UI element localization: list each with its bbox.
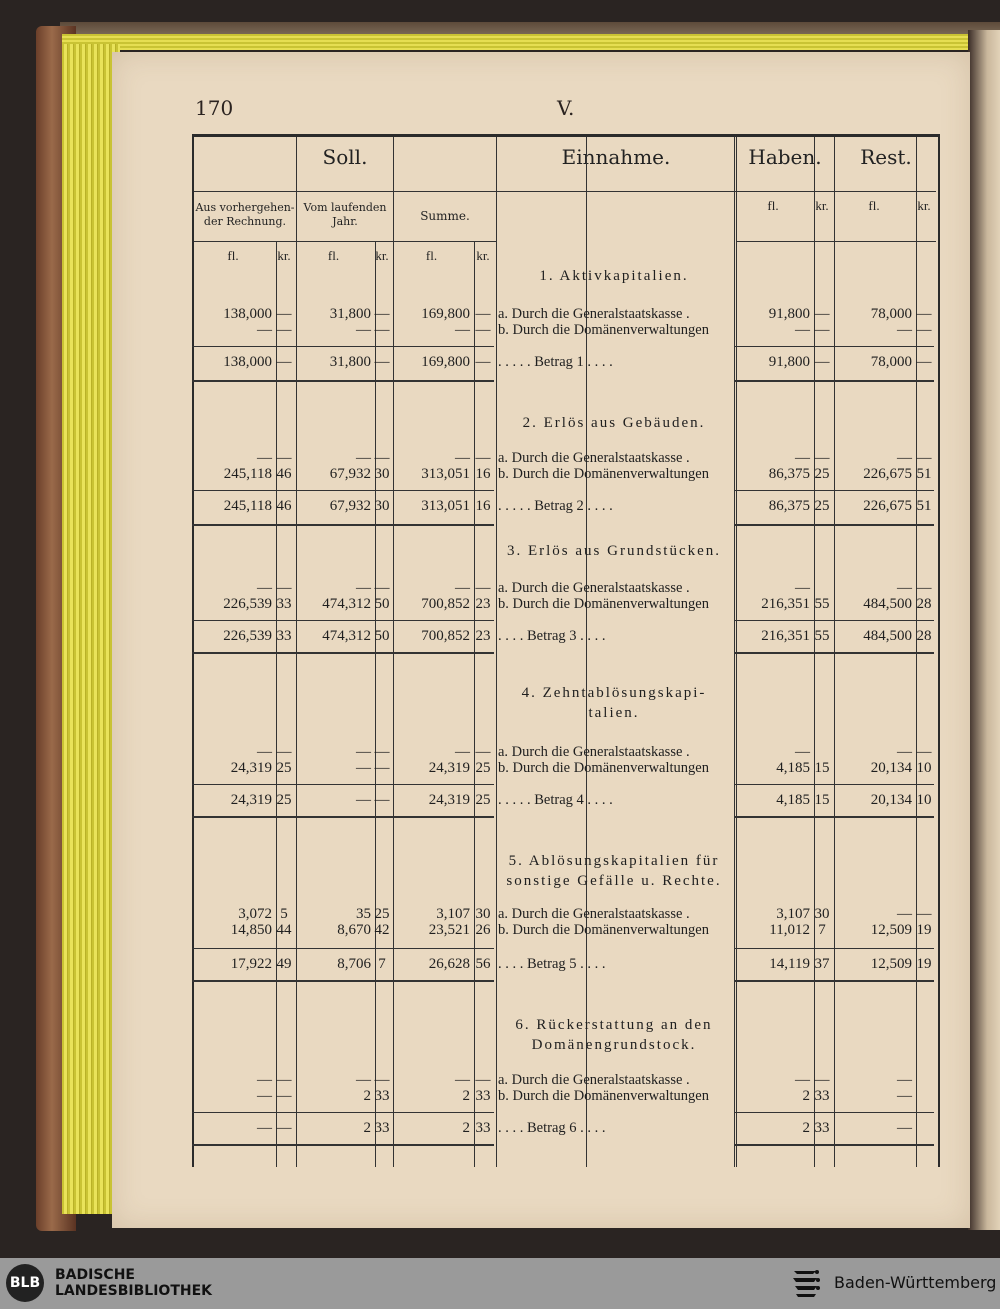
total-row-description: . . . . . Betrag 4 . . . . (498, 792, 613, 808)
table-row-rest-kr: — (916, 306, 932, 322)
total-row-haben-fl: 86,375 (768, 498, 810, 514)
table-row-curr-kr: 50 (374, 596, 390, 612)
total-row-rest-fl: 78,000 (870, 354, 912, 370)
total-rule (734, 1144, 934, 1146)
table-row-curr-fl: 474,312 (322, 596, 371, 612)
section-title: 3. Erlös aus Grundstücken. (506, 543, 722, 559)
total-rule (734, 346, 934, 347)
table-row-sum-kr: — (475, 580, 491, 596)
total-row-prev-fl: 226,539 (223, 628, 272, 644)
subheader-previous-line1: Aus vorhergehen- (195, 201, 295, 214)
table-row-curr-kr: — (374, 744, 390, 760)
total-row-haben-kr: — (814, 354, 830, 370)
table-row-rest-fl: 226,675 (863, 466, 912, 482)
header-soll: Soll. (322, 145, 368, 169)
blb-name (55, 1267, 212, 1299)
total-row-haben-kr: 37 (814, 956, 830, 972)
table-row-haben-fl: — (795, 744, 810, 760)
table-row-prev-kr: — (276, 322, 292, 338)
blb-name-line2: LANDESBIBLIOTHEK (55, 1283, 213, 1299)
table-row-description: a. Durch die Generalstaatskasse . (498, 1072, 690, 1088)
table-row-sum-fl: — (455, 1072, 470, 1088)
header-rule (736, 241, 936, 242)
total-rule (734, 948, 934, 949)
table-row-rest-fl: — (897, 322, 912, 338)
table-row-prev-fl: 245,118 (223, 466, 272, 482)
table-row-curr-kr: 30 (374, 466, 390, 482)
total-row-rest-fl: — (897, 1120, 912, 1136)
table-row-prev-fl: — (257, 322, 272, 338)
table-row-sum-kr: 23 (475, 596, 491, 612)
table-row-prev-kr: — (276, 580, 292, 596)
table-row-prev-kr: — (276, 306, 292, 322)
table-row-haben-fl: — (795, 580, 810, 596)
table-row-description: b. Durch die Domänenverwaltungen (498, 466, 709, 482)
total-row-prev-kr: 25 (276, 792, 292, 808)
unit-kr-label: kr. (815, 198, 829, 213)
total-row-haben-kr: 55 (814, 628, 830, 644)
table-row-curr-fl: 67,932 (329, 466, 371, 482)
section-title: 1. Aktivkapitalien. (539, 268, 689, 284)
total-rule (192, 490, 494, 491)
table-row-description: b. Durch die Domänenverwaltungen (498, 1088, 709, 1104)
table-row-rest-fl: — (897, 1088, 912, 1104)
table-row-sum-kr: 25 (475, 760, 491, 776)
total-row-curr-kr: 7 (378, 956, 386, 972)
table-row-haben-kr: 33 (814, 1088, 830, 1104)
subheader-sum: Summe. (420, 209, 470, 223)
total-row-prev-fl: — (257, 1120, 272, 1136)
total-row-sum-kr: 33 (475, 1120, 491, 1136)
page-number: 170 (195, 96, 234, 120)
table-row-prev-kr: — (276, 744, 292, 760)
total-rule (192, 380, 494, 382)
table-row-prev-fl: 3,072 (238, 906, 272, 922)
table-row-curr-fl: — (356, 450, 371, 466)
table-row-prev-fl: 24,319 (230, 760, 272, 776)
total-rule (734, 652, 934, 654)
table-row-rest-fl: — (897, 1072, 912, 1088)
table-row-curr-kr: — (374, 580, 390, 596)
table-row-prev-kr: 44 (276, 922, 292, 938)
table-row-prev-fl: 226,539 (223, 596, 272, 612)
table-row-sum-kr: — (475, 306, 491, 322)
total-rule (192, 816, 494, 818)
total-rule (192, 1144, 494, 1146)
subheader-previous-line2: der Rechnung. (203, 215, 287, 228)
unit-kr-label: kr. (277, 248, 291, 263)
section-title: talien. (588, 705, 640, 721)
table-row-haben-fl: — (795, 1072, 810, 1088)
table-row-rest-fl: 78,000 (870, 306, 912, 322)
total-row-sum-fl: 700,852 (421, 628, 470, 644)
total-row-haben-fl: 91,800 (768, 354, 810, 370)
total-row-curr-kr: — (374, 354, 390, 370)
total-row-sum-kr: 25 (475, 792, 491, 808)
total-row-haben-kr: 15 (814, 792, 830, 808)
total-row-prev-kr: — (276, 1120, 292, 1136)
table-row-sum-fl: 24,319 (428, 760, 470, 776)
total-rule (192, 980, 494, 982)
table-row-haben-kr: — (814, 322, 830, 338)
table-row-description: b. Durch die Domänenverwaltungen (498, 322, 709, 338)
table-row-prev-kr: 5 (280, 906, 288, 922)
table-row-description: a. Durch die Generalstaatskasse . (498, 580, 690, 596)
table-row-haben-fl: 2 (802, 1088, 810, 1104)
table-row-sum-kr: — (475, 450, 491, 466)
table-row-sum-fl: 313,051 (421, 466, 470, 482)
table-row-curr-kr: 42 (374, 922, 390, 938)
total-row-curr-kr: — (374, 792, 390, 808)
table-row-rest-fl: — (897, 450, 912, 466)
table-row-rest-kr: 51 (916, 466, 932, 482)
table-row-sum-fl: 3,107 (436, 906, 470, 922)
unit-fl-label: fl. (227, 248, 239, 263)
total-rule (192, 1112, 494, 1113)
total-row-prev-fl: 24,319 (230, 792, 272, 808)
table-row-sum-fl: 2 (462, 1088, 470, 1104)
total-row-curr-kr: 33 (374, 1120, 390, 1136)
total-row-sum-fl: 169,800 (421, 354, 470, 370)
total-row-curr-fl: 31,800 (329, 354, 371, 370)
header-rule (194, 241, 496, 242)
section-title: 6. Rückerstattung an den (515, 1017, 713, 1033)
table-row-description: a. Durch die Generalstaatskasse . (498, 450, 690, 466)
table-row-prev-kr: — (276, 1072, 292, 1088)
total-row-rest-fl: 20,134 (870, 792, 912, 808)
table-row-curr-fl: 2 (363, 1088, 371, 1104)
table-row-rest-fl: 20,134 (870, 760, 912, 776)
total-rule (734, 380, 934, 382)
table-row-rest-kr: — (916, 906, 932, 922)
total-row-rest-fl: 484,500 (863, 628, 912, 644)
table-row-curr-fl: — (356, 322, 371, 338)
unit-fl-label: fl. (425, 248, 438, 263)
column-rule (586, 137, 587, 1167)
table-row-prev-kr: 46 (276, 466, 292, 482)
table-row-curr-kr: 33 (374, 1088, 390, 1104)
table-row-sum-fl: — (455, 744, 470, 760)
total-row-prev-kr: — (276, 354, 292, 370)
table-row-haben-kr: — (814, 1072, 830, 1088)
total-row-curr-fl: 8,706 (337, 956, 371, 972)
double-rule (496, 137, 497, 1167)
total-row-sum-kr: 56 (475, 956, 491, 972)
table-row-haben-kr: 15 (814, 760, 830, 776)
section-title: sonstige Gefälle u. Rechte. (506, 873, 722, 889)
table-row-sum-kr: 26 (475, 922, 491, 938)
total-rule (192, 784, 494, 785)
table-row-haben-kr: 30 (814, 906, 830, 922)
blb-name-line1: BADISCHE (55, 1267, 135, 1283)
table-row-rest-fl: 12,509 (870, 922, 912, 938)
table-row-rest-fl: — (897, 744, 912, 760)
section-title: 4. Zehntablösungskapi- (521, 685, 707, 701)
section-title: 2. Erlös aus Gebäuden. (522, 415, 706, 431)
chapter-heading: V. (557, 96, 575, 120)
total-row-curr-fl: — (356, 792, 371, 808)
table-row-rest-fl: — (897, 580, 912, 596)
table-row-curr-fl: — (356, 580, 371, 596)
table-row-sum-fl: 700,852 (421, 596, 470, 612)
total-rule (734, 1112, 934, 1113)
total-row-sum-fl: 2 (462, 1120, 470, 1136)
table-row-haben-kr: — (814, 306, 830, 322)
page-edges-top (62, 34, 1000, 50)
table-row-prev-fl: — (257, 450, 272, 466)
total-row-haben-kr: 25 (814, 498, 830, 514)
total-row-description: . . . . Betrag 3 . . . . (498, 628, 606, 644)
total-row-rest-kr: — (916, 354, 932, 370)
table-row-sum-kr: — (475, 744, 491, 760)
table-row-prev-kr: 33 (276, 596, 292, 612)
total-row-prev-fl: 245,118 (223, 498, 272, 514)
table-row-curr-fl: 31,800 (329, 306, 371, 322)
total-row-prev-fl: 138,000 (223, 354, 272, 370)
total-rule (192, 652, 494, 654)
total-row-description: . . . . . Betrag 2 . . . . (498, 498, 613, 514)
total-rule (734, 784, 934, 785)
bw-label: Baden-Württemberg (834, 1273, 997, 1292)
total-row-curr-fl: 2 (363, 1120, 371, 1136)
table-row-description: b. Durch die Domänenverwaltungen (498, 922, 709, 938)
table-row-sum-fl: — (455, 322, 470, 338)
total-row-sum-kr: 16 (475, 498, 491, 514)
subheader-current (297, 201, 393, 229)
table-row-sum-kr: — (475, 1072, 491, 1088)
section-title: Domänengrundstock. (531, 1037, 697, 1053)
total-rule (192, 346, 494, 347)
total-row-prev-fl: 17,922 (230, 956, 272, 972)
total-row-rest-fl: 226,675 (863, 498, 912, 514)
total-row-haben-fl: 216,351 (761, 628, 810, 644)
total-row-rest-fl: 12,509 (870, 956, 912, 972)
table-row-haben-fl: 3,107 (776, 906, 810, 922)
table-row-prev-fl: 14,850 (230, 922, 272, 938)
table-row-curr-fl: — (356, 744, 371, 760)
total-row-curr-fl: 67,932 (329, 498, 371, 514)
subheader-current-line2: Jahr. (332, 215, 358, 228)
unit-fl-label: fl. (767, 198, 779, 213)
table-row-prev-kr: — (276, 1088, 292, 1104)
account-table (192, 134, 940, 1167)
total-row-sum-kr: — (475, 354, 491, 370)
table-row-curr-kr: — (374, 1072, 390, 1088)
blb-logo[interactable]: BLB (6, 1264, 44, 1302)
total-row-haben-kr: 33 (814, 1120, 830, 1136)
total-rule (734, 816, 934, 818)
table-row-curr-kr: — (374, 322, 390, 338)
lions-coat-of-arms-icon (790, 1266, 824, 1300)
header-haben: Haben. (748, 145, 822, 169)
total-row-haben-fl: 4,185 (776, 792, 810, 808)
total-row-curr-fl: 474,312 (322, 628, 371, 644)
total-row-description: . . . . Betrag 5 . . . . (498, 956, 606, 972)
header-einnahme: Einnahme. (561, 145, 671, 169)
total-row-prev-kr: 49 (276, 956, 292, 972)
unit-fl-label: fl. (868, 198, 880, 213)
unit-kr-label: kr. (375, 248, 389, 263)
table-row-haben-kr: — (814, 450, 830, 466)
table-row-prev-fl: — (257, 1088, 272, 1104)
unit-kr-label: kr. (917, 198, 931, 213)
total-rule (734, 524, 934, 526)
table-row-curr-kr: — (374, 760, 390, 776)
table-row-rest-kr: — (916, 580, 932, 596)
total-row-haben-fl: 2 (802, 1120, 810, 1136)
table-row-prev-fl: 138,000 (223, 306, 272, 322)
table-row-description: a. Durch die Generalstaatskasse . (498, 906, 690, 922)
table-row-haben-fl: 4,185 (776, 760, 810, 776)
subheader-previous (194, 201, 296, 229)
table-row-description: b. Durch die Domänenverwaltungen (498, 760, 709, 776)
table-row-curr-kr: — (374, 306, 390, 322)
total-row-description: . . . . . Betrag 1 . . . . (498, 354, 613, 370)
total-row-curr-kr: 50 (374, 628, 390, 644)
table-row-curr-fl: — (356, 1072, 371, 1088)
total-rule (192, 620, 494, 621)
subheader-current-line1: Vom laufenden (303, 201, 387, 214)
table-row-sum-kr: — (475, 322, 491, 338)
total-row-sum-fl: 313,051 (421, 498, 470, 514)
table-row-sum-kr: 16 (475, 466, 491, 482)
table-row-haben-fl: — (795, 322, 810, 338)
table-row-sum-fl: — (455, 450, 470, 466)
total-row-sum-fl: 26,628 (428, 956, 470, 972)
book-gutter (968, 30, 1000, 1230)
table-row-prev-fl: — (257, 1072, 272, 1088)
table-row-rest-kr: — (916, 322, 932, 338)
table-row-rest-kr: 10 (916, 760, 932, 776)
table-row-haben-kr: 25 (814, 466, 830, 482)
total-rule (734, 490, 934, 491)
table-row-sum-fl: — (455, 580, 470, 596)
header-rule (194, 191, 936, 192)
table-row-haben-kr: 7 (818, 922, 826, 938)
library-footer (0, 1258, 1000, 1309)
total-rule (192, 948, 494, 949)
table-row-sum-fl: 169,800 (421, 306, 470, 322)
table-row-prev-fl: — (257, 744, 272, 760)
table-row-haben-fl: 11,012 (769, 922, 810, 938)
total-row-rest-kr: 51 (916, 498, 932, 514)
table-row-rest-kr: 19 (916, 922, 932, 938)
table-row-rest-kr: 28 (916, 596, 932, 612)
total-row-haben-fl: 14,119 (769, 956, 810, 972)
table-row-prev-fl: — (257, 580, 272, 596)
total-row-prev-kr: 33 (276, 628, 292, 644)
table-row-rest-kr: — (916, 450, 932, 466)
table-row-curr-fl: 8,670 (337, 922, 371, 938)
total-rule (192, 524, 494, 526)
total-row-sum-fl: 24,319 (428, 792, 470, 808)
table-row-description: a. Durch die Generalstaatskasse . (498, 306, 690, 322)
table-row-sum-kr: 33 (475, 1088, 491, 1104)
table-row-curr-fl: 35 (356, 906, 371, 922)
total-row-rest-kr: 10 (916, 792, 932, 808)
table-row-rest-fl: 484,500 (863, 596, 912, 612)
table-row-curr-kr: — (374, 450, 390, 466)
unit-kr-label: kr. (476, 248, 490, 263)
table-row-curr-fl: — (356, 760, 371, 776)
total-row-curr-kr: 30 (374, 498, 390, 514)
table-row-sum-kr: 30 (475, 906, 491, 922)
table-row-haben-fl: — (795, 450, 810, 466)
table-row-description: a. Durch die Generalstaatskasse . (498, 744, 690, 760)
table-row-haben-fl: 216,351 (761, 596, 810, 612)
table-row-haben-kr: 55 (814, 596, 830, 612)
table-row-haben-fl: 86,375 (768, 466, 810, 482)
total-row-description: . . . . Betrag 6 . . . . (498, 1120, 606, 1136)
table-row-rest-fl: — (897, 906, 912, 922)
table-row-rest-kr: — (916, 744, 932, 760)
total-rule (734, 620, 934, 621)
table-row-curr-kr: 25 (374, 906, 390, 922)
total-row-prev-kr: 46 (276, 498, 292, 514)
unit-fl-label: fl. (327, 248, 340, 263)
total-row-rest-kr: 28 (916, 628, 932, 644)
table-row-prev-kr: 25 (276, 760, 292, 776)
table-row-haben-fl: 91,800 (768, 306, 810, 322)
section-title: 5. Ablösungskapitalien für (508, 853, 720, 869)
table-row-prev-kr: — (276, 450, 292, 466)
table-row-sum-fl: 23,521 (428, 922, 470, 938)
total-row-sum-kr: 23 (475, 628, 491, 644)
total-rule (734, 980, 934, 982)
table-row-description: b. Durch die Domänenverwaltungen (498, 596, 709, 612)
header-rest: Rest. (860, 145, 912, 169)
total-row-rest-kr: 19 (916, 956, 932, 972)
